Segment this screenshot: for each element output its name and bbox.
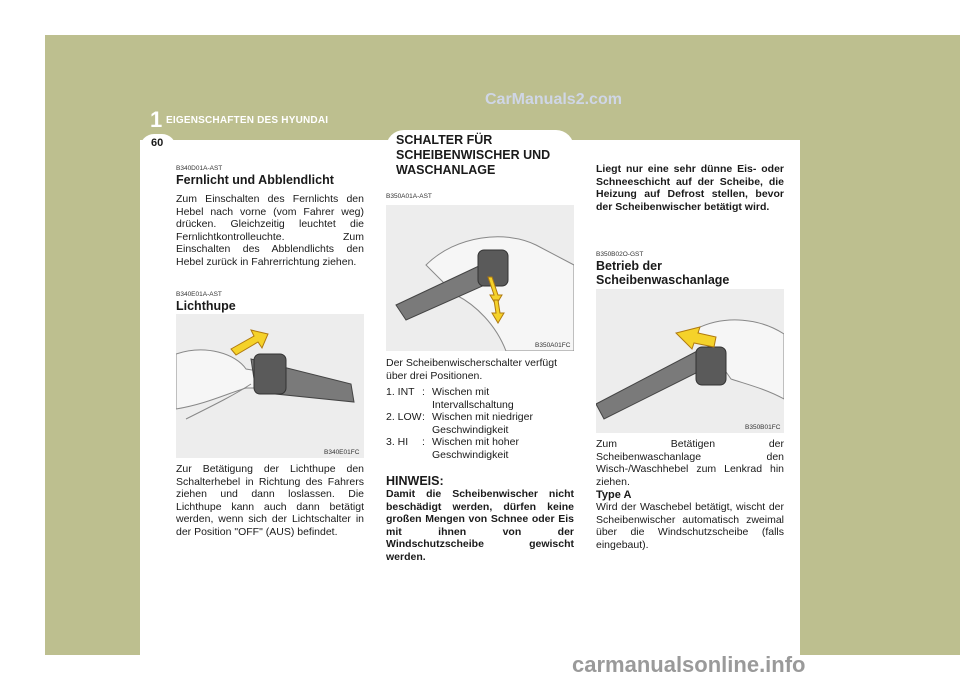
section-title: SCHALTER FÜR SCHEIBENWISCHER UND WASCHANLAGE: [396, 133, 551, 177]
washer-illustration: [596, 289, 784, 433]
position-key: 2. LOW: [386, 411, 422, 423]
lichthupe-illustration: [176, 314, 364, 458]
position-value: Wischen mit hoher Geschwindigkeit: [432, 436, 519, 461]
heading-fernlicht: Fernlicht und Abblendlicht: [176, 173, 334, 187]
section-code: B350B02O-GST: [596, 251, 644, 258]
watermark-bottom[interactable]: carmanualsonline.info: [572, 652, 806, 677]
watermark-top[interactable]: CarManuals2.com: [485, 91, 622, 108]
image-caption: B350A01FC: [535, 342, 571, 349]
note-heading: HINWEIS:: [386, 474, 444, 488]
position-key: 1. INT: [386, 386, 415, 398]
paragraph-type-a: Wird der Waschebel betätigt, wischt der Scheibenwischer automatisch zweimal über die Windschutzscheibe (falls eingebaut).: [596, 501, 784, 551]
section-code: B340D01A-AST: [176, 165, 223, 172]
chapter-title: EIGENSCHAFTEN DES HYUNDAI: [166, 115, 329, 126]
paragraph-intro: Der Scheibenwischerschalter verfügt über drei Positionen.: [386, 357, 557, 382]
paragraph-lichthupe: Zur Betätigung der Lichthupe den Schalterhebel in Richtung des Fahrers ziehen und dann loslassen. Die Lichthupe kann auch dann betätigt werden, wenn sich der Lichtschalter in der Position "OFF" (AUS) befindet.: [176, 463, 364, 538]
heading-waschanlage: Betrieb der Scheibenwaschanlage: [596, 259, 730, 287]
position-value: Wischen mit Intervallschaltung: [432, 386, 514, 411]
list-item: [386, 436, 572, 461]
page-number: 60: [151, 137, 164, 149]
section-code: B340E01A-AST: [176, 291, 222, 298]
image-caption: B340E01FC: [324, 449, 360, 456]
position-separator: :: [422, 436, 425, 448]
list-item: [386, 386, 572, 411]
note-text: Damit die Scheibenwischer nicht beschädigt werden, dürfen keine großen Mengen von Schnee oder Eis mit ihnen von der Windschutzscheibe gewischt werden.: [386, 488, 574, 563]
warning-text: Liegt nur eine sehr dünne Eis- oder Schneeschicht auf der Scheibe, die Heizung auf Defrost stellen, bevor der Scheibenwischer betätigt wird.: [596, 163, 784, 213]
position-separator: :: [422, 411, 425, 423]
chapter-number: 1: [150, 107, 163, 132]
paragraph-waschanlage: Zum Betätigen der Scheibenwaschanlage den Wisch-/Waschhebel zum Lenkrad hin ziehen.: [596, 438, 784, 488]
wiper-switch-illustration: [386, 205, 574, 351]
image-caption: B350B01FC: [745, 424, 781, 431]
heading-lichthupe: Lichthupe: [176, 299, 236, 313]
wiper-position-list: [386, 386, 572, 461]
section-code: B350A01A-AST: [386, 193, 432, 200]
paragraph-fernlicht: Zum Einschalten des Fernlichts den Hebel nach vorne (vom Fahrer weg) drücken. Gleichzeitig leuchtet die Fernlichtkontrolleuchte. Zum Einschalten des Abblendlichts den Hebel zurück in Fahrerrichtung ziehen.: [176, 193, 364, 268]
type-a-heading: Type A: [596, 489, 632, 501]
list-item: [386, 411, 572, 436]
position-key: 3. HI: [386, 436, 409, 448]
position-value: Wischen mit niedriger Geschwindigkeit: [432, 411, 533, 436]
position-separator: :: [422, 386, 425, 398]
